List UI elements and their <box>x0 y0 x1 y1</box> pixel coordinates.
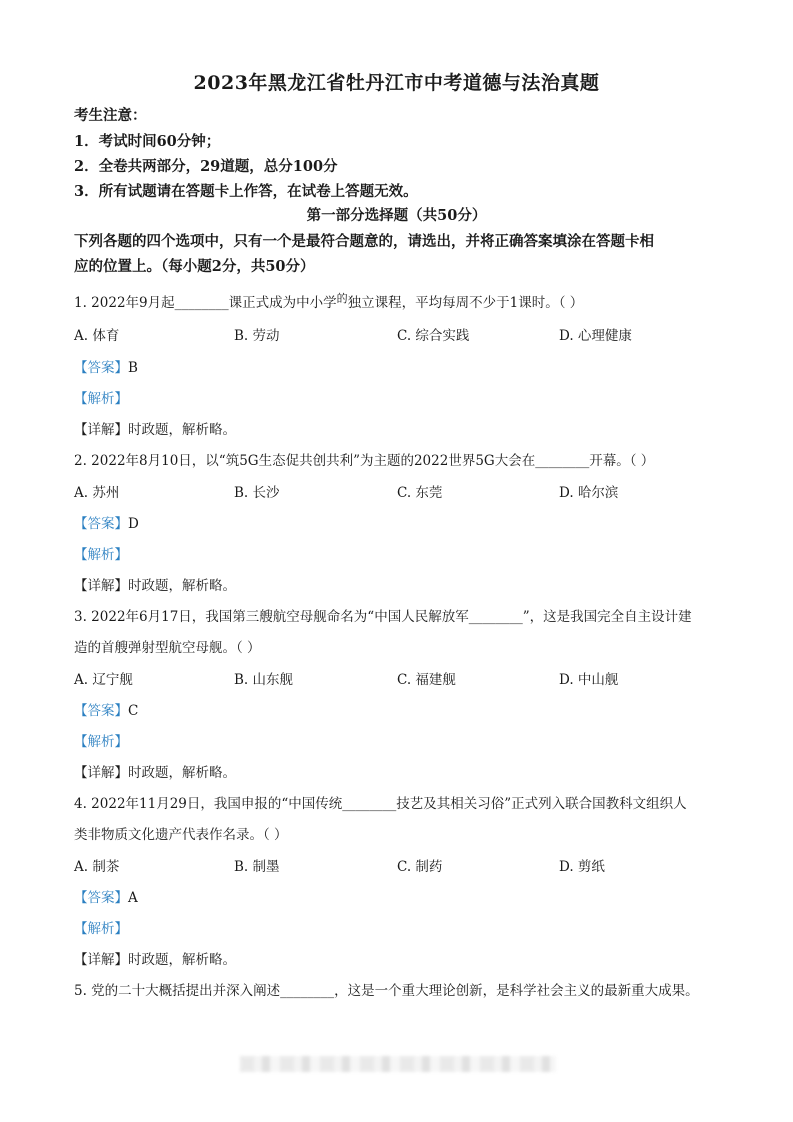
question-3-answer: 【答案】C <box>74 703 139 719</box>
question-4-option-d: D. 剪纸 <box>559 859 605 875</box>
question-4-stem: 4. 2022年11月29日，我国申报的“中国传统________技艺及其相关习俗”正式列入联合国教科文组织人 <box>74 796 687 812</box>
section-instruction: 应的位置上。（每小题2分，共50分） <box>74 258 315 275</box>
notice-line: 3．所有试题请在答题卡上作答，在试卷上答题无效。 <box>74 183 418 200</box>
question-3-option-a: A. 辽宁舰 <box>74 672 133 688</box>
question-4-answer: 【答案】A <box>74 890 138 906</box>
question-4-option-b: B. 制墨 <box>234 859 280 875</box>
question-3-option-b: B. 山东舰 <box>234 672 294 688</box>
question-3-detail: 【详解】时政题，解析略。 <box>74 765 236 781</box>
question-2-option-a: A. 苏州 <box>74 485 120 501</box>
question-2-option-d: D. 哈尔滨 <box>559 485 619 501</box>
question-1-detail: 【详解】时政题，解析略。 <box>74 422 236 438</box>
question-1-analysis: 【解析】 <box>74 391 128 407</box>
notice-heading: 考生注意： <box>74 107 147 124</box>
question-2-detail: 【详解】时政题，解析略。 <box>74 578 236 594</box>
question-4-stem-cont: 类非物质文化遗产代表作名录。（ ） <box>74 827 288 843</box>
question-1-option-c: C. 综合实践 <box>397 328 470 344</box>
question-4-option-c: C. 制药 <box>397 859 443 875</box>
question-1-option-b: B. 劳动 <box>234 328 280 344</box>
section-title: 第一部分选择题（共50分） <box>306 207 487 224</box>
question-2-option-b: B. 长沙 <box>234 485 280 501</box>
question-3-stem: 3. 2022年6月17日，我国第三艘航空母舰命名为“中国人民解放军________”，这是我国完全自主设计建 <box>74 609 692 625</box>
question-2-analysis: 【解析】 <box>74 547 128 563</box>
notice-line: 1．考试时间60分钟； <box>74 133 221 150</box>
question-3-option-d: D. 中山舰 <box>559 672 619 688</box>
question-2-stem: 2. 2022年8月10日，以“筑5G生态促共创共利”为主题的2022世界5G大会在________开幕。（ ） <box>74 453 655 469</box>
question-1-answer: 【答案】B <box>74 360 138 376</box>
blurred-watermark <box>240 1056 556 1072</box>
question-3-option-c: C. 福建舰 <box>397 672 456 688</box>
notice-line: 2．全卷共两部分，29道题，总分100分 <box>74 158 338 175</box>
section-instruction: 下列各题的四个选项中，只有一个是最符合题意的，请选出，并将正确答案填涂在答题卡相 <box>74 233 654 250</box>
question-4-analysis: 【解析】 <box>74 921 128 937</box>
question-1-stem: 1. 2022年9月起________课正式成为中小学$^的$独立课程，平均每周不少于1课时。（ ） <box>74 292 584 311</box>
question-1-option-a: A. 体育 <box>74 328 120 344</box>
question-3-stem-cont: 造的首艘弹射型航空母舰。（ ） <box>74 640 261 656</box>
question-4-detail: 【详解】时政题，解析略。 <box>74 952 236 968</box>
question-5-stem: 5. 党的二十大概括提出并深入阐述________，这是一个重大理论创新，是科学社会主义的最新重大成果。 <box>74 983 699 999</box>
question-3-analysis: 【解析】 <box>74 734 128 750</box>
question-2-answer: 【答案】D <box>74 516 139 532</box>
question-1-option-d: D. 心理健康 <box>559 328 632 344</box>
question-4-option-a: A. 制茶 <box>74 859 120 875</box>
question-2-option-c: C. 东莞 <box>397 485 443 501</box>
page-title: 2023年黑龙江省牡丹江市中考道德与法治真题 <box>193 72 600 94</box>
